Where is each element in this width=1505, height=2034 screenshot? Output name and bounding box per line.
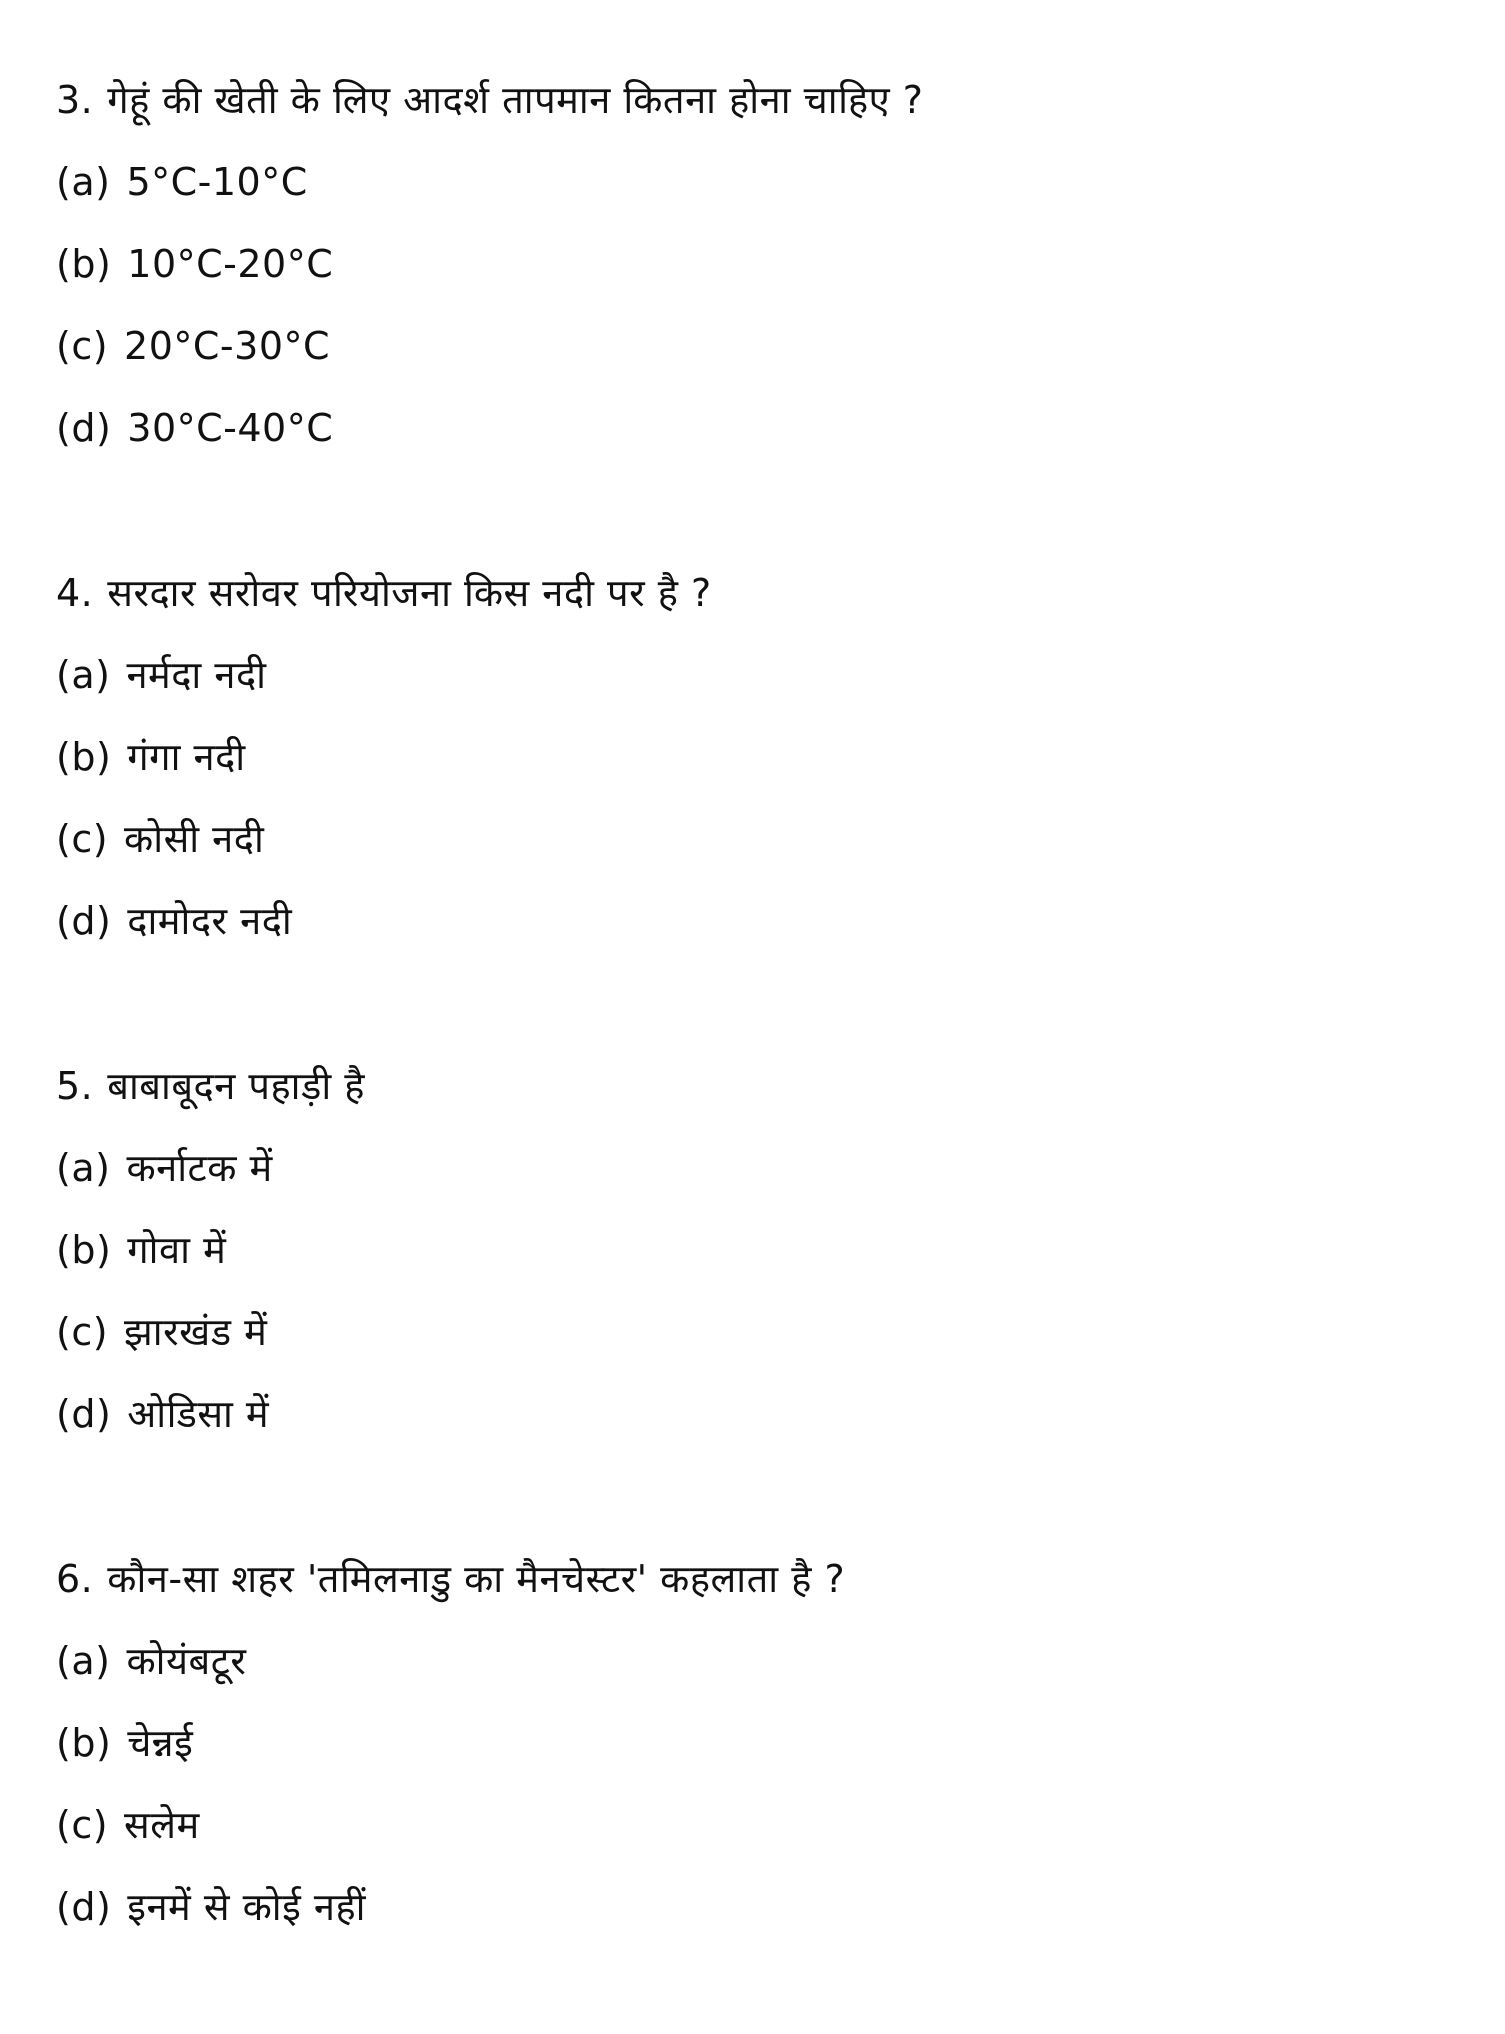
option-d	[56, 893, 1456, 975]
option-label: (a)	[56, 160, 111, 204]
option-text: 20°C-30°C	[124, 324, 331, 368]
question-number: 6.	[56, 1557, 94, 1601]
option-a	[56, 1633, 1456, 1715]
option-d	[56, 1879, 1456, 1961]
option-c	[56, 318, 1456, 400]
question-text	[56, 1551, 1456, 1633]
option-d	[56, 1386, 1456, 1468]
question-text	[56, 72, 1456, 154]
option-text: 10°C-20°C	[127, 242, 334, 286]
option-label: (a)	[56, 653, 111, 697]
question-number: 4.	[56, 571, 94, 615]
option-text: चेन्नई	[127, 1721, 194, 1765]
question-stem: बाबाबूदन पहाड़ी है	[107, 1064, 365, 1108]
option-c	[56, 1304, 1456, 1386]
option-text: नर्मदा नदी	[126, 653, 267, 697]
option-label: (d)	[56, 899, 112, 943]
question-stem: सरदार सरोवर परियोजना किस नदी पर है ?	[107, 571, 712, 615]
question-6	[56, 1551, 1456, 1961]
option-text: इनमें से कोई नहीं	[127, 1885, 366, 1929]
question-text	[56, 565, 1456, 647]
question-3	[56, 72, 1456, 482]
option-text: कोसी नदी	[124, 817, 265, 861]
option-label: (c)	[56, 817, 109, 861]
option-d	[56, 400, 1456, 482]
option-a	[56, 154, 1456, 236]
option-c	[56, 1797, 1456, 1879]
option-text: झारखंड में	[124, 1310, 268, 1354]
option-label: (a)	[56, 1146, 111, 1190]
option-b	[56, 729, 1456, 811]
option-text: दामोदर नदी	[127, 899, 293, 943]
option-label: (b)	[56, 242, 112, 286]
option-b	[56, 236, 1456, 318]
option-a	[56, 647, 1456, 729]
question-4	[56, 565, 1456, 975]
option-label: (d)	[56, 406, 112, 450]
option-label: (c)	[56, 1803, 109, 1847]
option-label: (c)	[56, 1310, 109, 1354]
option-label: (a)	[56, 1639, 111, 1683]
option-text: 30°C-40°C	[127, 406, 334, 450]
option-label: (b)	[56, 1228, 112, 1272]
question-number: 3.	[56, 78, 94, 122]
option-text: कोयंबटूर	[126, 1639, 247, 1683]
option-text: ओडिसा में	[127, 1392, 270, 1436]
question-number: 5.	[56, 1064, 94, 1108]
option-text: गंगा नदी	[127, 735, 246, 779]
question-stem: गेहूं की खेती के लिए आदर्श तापमान कितना होना चाहिए ?	[107, 78, 924, 122]
option-label: (d)	[56, 1392, 112, 1436]
option-label: (d)	[56, 1885, 112, 1929]
option-label: (b)	[56, 735, 112, 779]
option-b	[56, 1222, 1456, 1304]
option-a	[56, 1140, 1456, 1222]
question-5	[56, 1058, 1456, 1468]
option-c	[56, 811, 1456, 893]
option-text: सलेम	[124, 1803, 200, 1847]
option-label: (b)	[56, 1721, 112, 1765]
question-text	[56, 1058, 1456, 1140]
question-stem: कौन-सा शहर 'तमिलनाडु का मैनचेस्टर' कहलाता है ?	[107, 1557, 846, 1601]
option-label: (c)	[56, 324, 109, 368]
option-b	[56, 1715, 1456, 1797]
option-text: कर्नाटक में	[126, 1146, 273, 1190]
option-text: 5°C-10°C	[126, 160, 308, 204]
option-text: गोवा में	[127, 1228, 227, 1272]
